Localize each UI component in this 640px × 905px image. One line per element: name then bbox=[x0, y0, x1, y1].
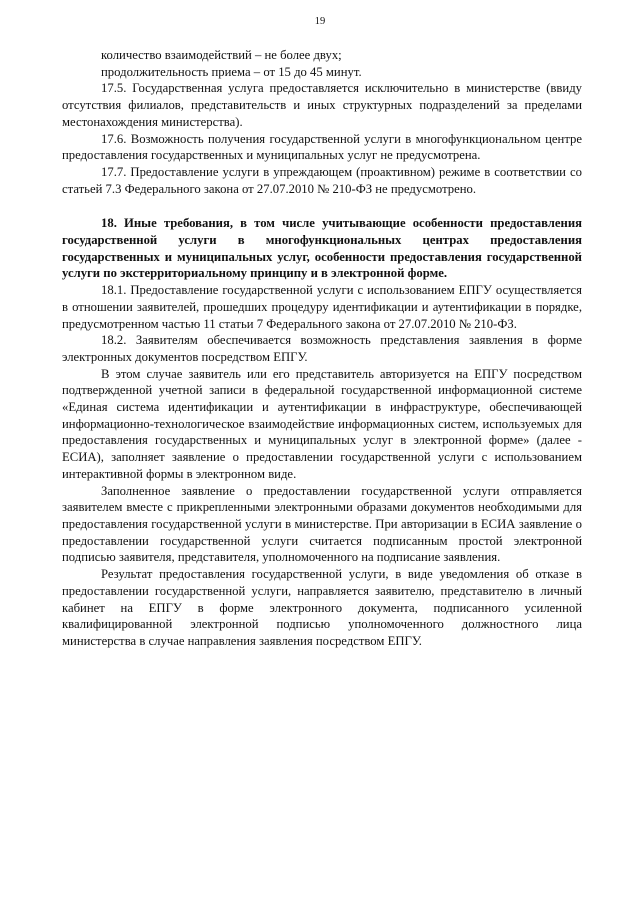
page-number: 19 bbox=[314, 16, 326, 27]
document-body bbox=[62, 47, 582, 650]
paragraph-submission: Заполненное заявление о предоставлении государственной услуги отправляется заявителем вместе с прикрепленными электронными образами документов необходимыми для предоставления государственной услуги в министерстве. При авторизации в ЕСИА заявление о предоставлении государственной услуги считается подписанным простой электронной подписью заявителя, представителя, уполномоченного на подписание заявления. bbox=[62, 483, 582, 565]
paragraph-18-2: 18.2. Заявителям обеспечивается возможность представления заявления в форме электронных документов посредством ЕПГУ. bbox=[62, 333, 582, 364]
paragraph-reception-duration: продолжительность приема – от 15 до 45 минут. bbox=[101, 64, 362, 79]
paragraph-18-1: 18.1. Предоставление государственной услуги с использованием ЕПГУ осуществляется в отношении заявителей, прошедших процедуру идентификации и аутентификации в порядке, предусмотренном частью 11 статьи 7 Федерального закона от 27.07.2010 № 210-ФЗ. bbox=[62, 283, 582, 331]
paragraph-interaction-count: количество взаимодействий – не более двух; bbox=[101, 48, 342, 62]
paragraph-17-5: 17.5. Государственная услуга предоставляется исключительно в министерстве (ввиду отсутствия филиалов, представительств и иных структурных подразделений за пределами местонахождения министерства). bbox=[62, 81, 582, 129]
paragraph-17-6: 17.6. Возможность получения государственной услуги в многофункциональном центре предоставления государственных и муниципальных услуг не предусмотрена. bbox=[62, 131, 582, 163]
paragraph-esia-authorization: В этом случае заявитель или его представитель авторизуется на ЕПГУ посредством подтвержденной учетной записи в федеральной государственной информационной системе «Единая система идентификации и аутентификации в инфраструктуре, обеспечивающей информационно-технологическое взаимодействие информационных систем, используемых для предоставления государственных и муниципальных услуг в электронной форме» (далее - ЕСИА), заполняет заявление о предоставлении государственной услуги с использованием интерактивной формы в электронном виде. bbox=[62, 366, 582, 481]
section-18-heading: 18. Иные требования, в том числе учитывающие особенности предоставления государственной услуги в многофункциональных центрах предоставления государственных и муниципальных услуг, особенности предоставления государственной услуги по экстерриториальному принципу и в электронной форме. bbox=[62, 216, 582, 281]
paragraph-result: Результат предоставления государственной услуги, в виде уведомления об отказе в предоставлении государственной услуги, направляется заявителю, представителю в личный кабинет на ЕПГУ в форме электронного документа, подписанного усиленной квалифицированной электронной подписью уполномоченного должностного лица министерства в случае направления заявления посредством ЕПГУ. bbox=[62, 567, 582, 648]
paragraph-17-7: 17.7. Предоставление услуги в упреждающем (проактивном) режиме в соответствии со статьей 7.3 Федерального закона от 27.07.2010 № 210-ФЗ не предусмотрено. bbox=[62, 164, 582, 196]
